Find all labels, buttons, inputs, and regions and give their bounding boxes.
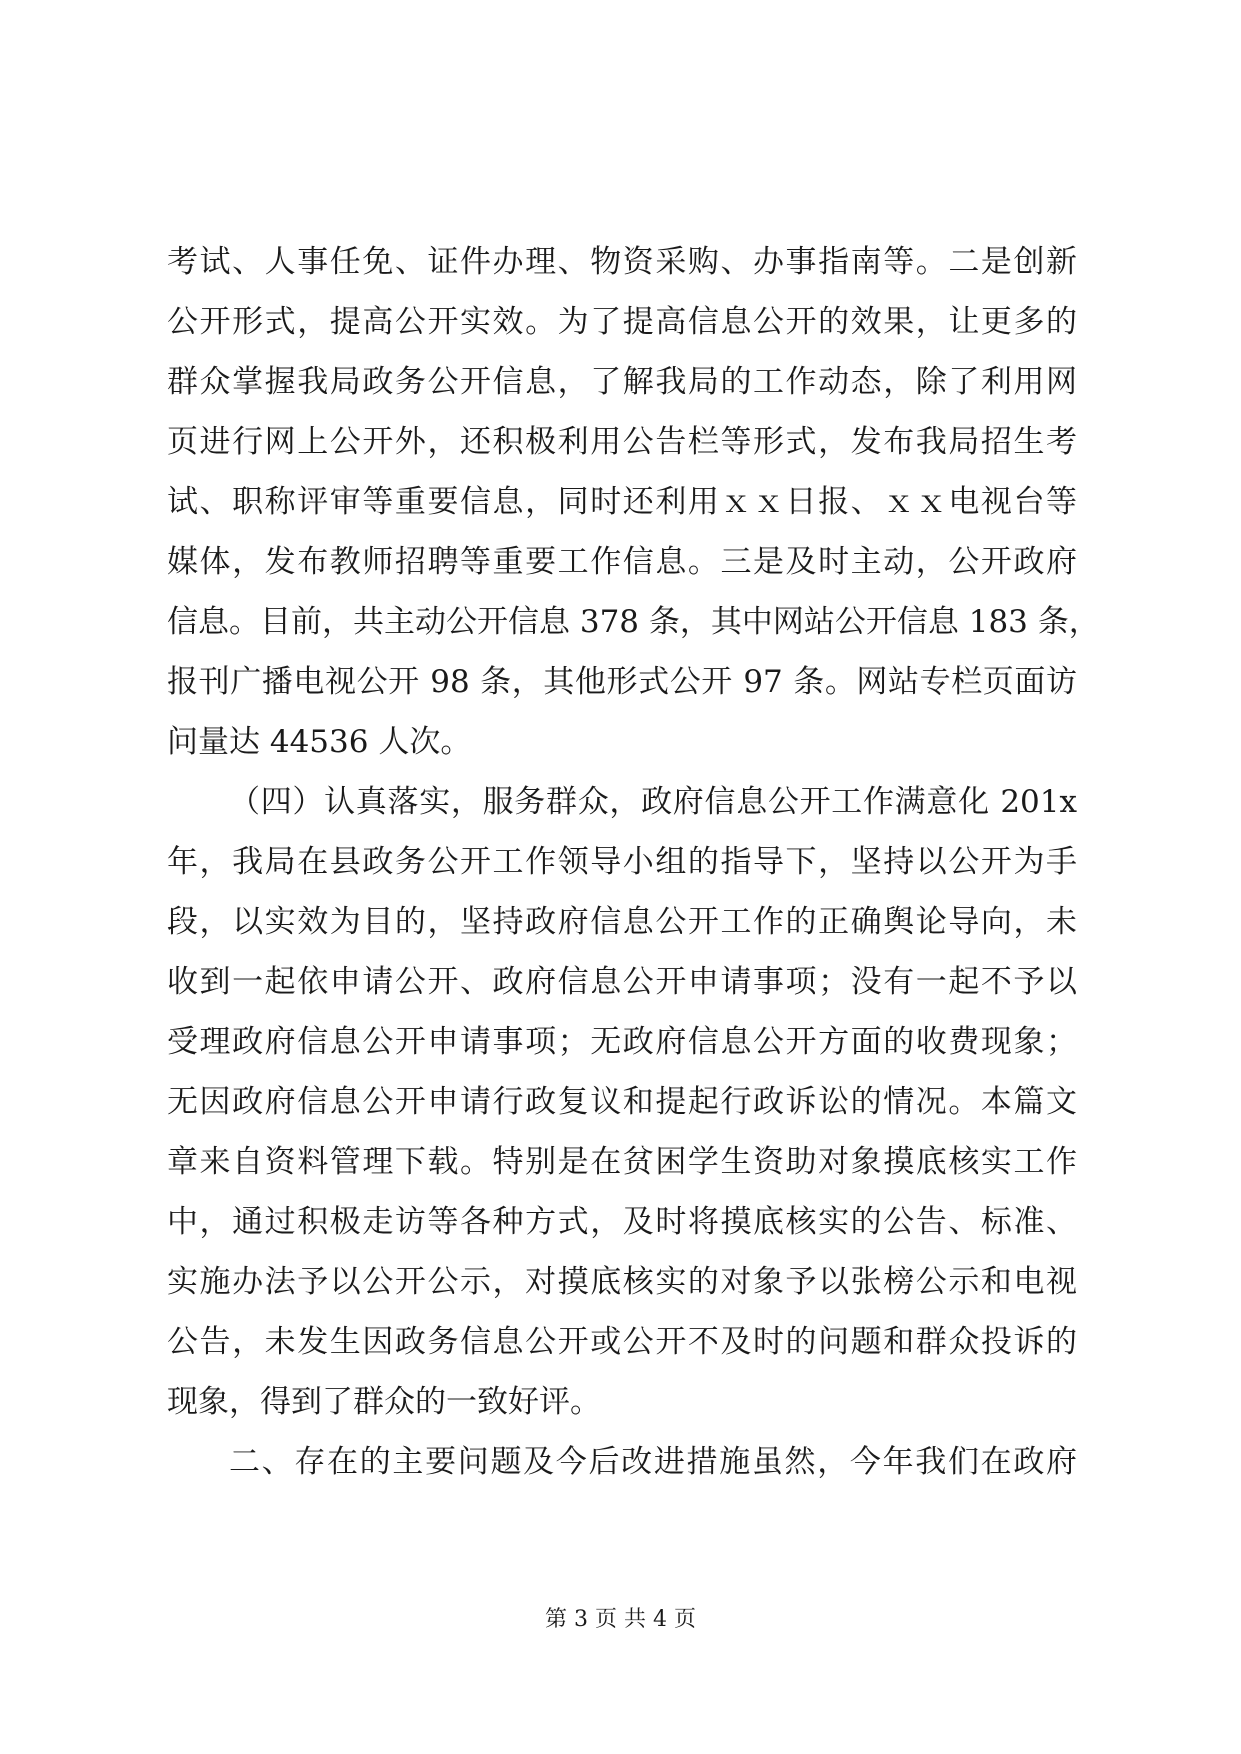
text-line: 页进行网上公开外，还积极利用公告栏等形式，发布我局招生考 <box>167 424 1077 460</box>
text-line: 受理政府信息公开申请事项；无政府信息公开方面的收费现象； <box>167 1024 1077 1060</box>
text-line: 中，通过积极走访等各种方式，及时将摸底核实的公告、标准、 <box>167 1204 1077 1240</box>
text-line: 信息。目前，共主动公开信息 378 条，其中网站公开信息 183 条， <box>167 604 1100 640</box>
text-line: 报刊广播电视公开 98 条，其他形式公开 97 条。网站专栏页面访 <box>167 664 1077 700</box>
text-line: 年，我局在县政务公开工作领导小组的指导下，坚持以公开为手 <box>167 844 1077 880</box>
text-line: 实施办法予以公开公示，对摸底核实的对象予以张榜公示和电视 <box>167 1264 1077 1300</box>
text-line: 试、职称评审等重要信息，同时还利用ｘｘ日报、ｘｘ电视台等 <box>167 484 1077 520</box>
text-line: 公开形式，提高公开实效。为了提高信息公开的效果，让更多的 <box>167 304 1077 340</box>
text-line: 群众掌握我局政务公开信息，了解我局的工作动态，除了利用网 <box>167 364 1077 400</box>
text-line: 问量达 44536 人次。 <box>167 724 472 760</box>
page-number-footer: 第 3 页 共 4 页 <box>545 1607 696 1632</box>
text-line: 公告，未发生因政务信息公开或公开不及时的问题和群众投诉的 <box>167 1324 1077 1360</box>
text-line: 无因政府信息公开申请行政复议和提起行政诉讼的情况。本篇文 <box>167 1084 1077 1120</box>
text-line: 收到一起依申请公开、政府信息公开申请事项；没有一起不予以 <box>167 964 1077 1000</box>
text-line: 段，以实效为目的，坚持政府信息公开工作的正确舆论导向，未 <box>167 904 1077 940</box>
text-line: 考试、人事任免、证件办理、物资采购、办事指南等。二是创新 <box>167 244 1077 280</box>
text-line: 媒体，发布教师招聘等重要工作信息。三是及时主动，公开政府 <box>167 544 1077 580</box>
text-line: 现象，得到了群众的一致好评。 <box>167 1384 601 1420</box>
text-line: 章来自资料管理下载。特别是在贫困学生资助对象摸底核实工作 <box>167 1144 1077 1180</box>
section-heading-line: 二、存在的主要问题及今后改进措施虽然，今年我们在政府 <box>229 1444 1077 1480</box>
paragraph-first-line: （四）认真落实，服务群众，政府信息公开工作满意化 201x <box>229 784 1077 820</box>
